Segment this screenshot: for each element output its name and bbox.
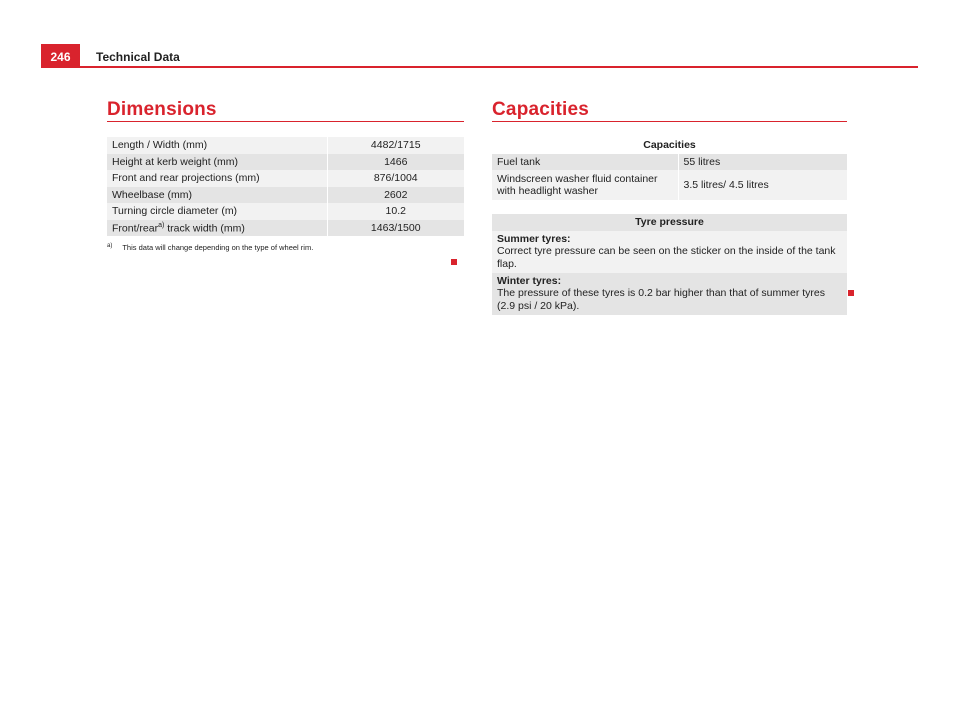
table-row	[107, 170, 464, 187]
dimension-value: 10.2	[327, 203, 464, 220]
capacity-label-line: Windscreen washer fluid container	[497, 173, 658, 185]
table-row	[107, 154, 464, 171]
end-marker	[451, 259, 457, 265]
footnote-mark: a)	[107, 243, 113, 249]
dimension-value: 876/1004	[327, 170, 464, 187]
header-rule	[41, 66, 918, 68]
table-row	[107, 203, 464, 220]
capacity-value: 55 litres	[678, 154, 847, 171]
summer-tyres-note	[492, 231, 847, 273]
winter-tyres-text: The pressure of these tyres is 0.2 bar higher than that of summer tyres (2.9 psi / 20 kPa).	[497, 287, 825, 312]
table-row	[107, 220, 464, 237]
table-row	[492, 170, 847, 200]
table-row	[492, 154, 847, 171]
summer-tyres-text: Correct tyre pressure can be seen on the sticker on the inside of the tank flap.	[497, 245, 836, 270]
end-marker	[848, 290, 854, 296]
dimensions-table	[107, 137, 464, 236]
page-header	[41, 44, 918, 68]
dimension-value: 4482/1715	[327, 137, 464, 154]
table-row	[492, 273, 847, 315]
dimension-label: Height at kerb weight (mm)	[107, 154, 327, 171]
capacity-label-line: with headlight washer	[497, 185, 598, 197]
dimension-label: Length / Width (mm)	[107, 137, 327, 154]
capacities-table	[492, 137, 847, 315]
capacities-title: Capacities	[492, 99, 590, 120]
footnote-text: This data will change depending on the type of wheel rim.	[122, 243, 314, 252]
footnote	[107, 243, 313, 252]
dimension-value: 1463/1500	[327, 220, 464, 237]
dimension-value: 2602	[327, 187, 464, 204]
capacity-label	[492, 170, 678, 200]
table-spacer	[492, 200, 847, 214]
winter-tyres-title: Winter tyres:	[497, 274, 562, 287]
dimension-label: Turning circle diameter (m)	[107, 203, 327, 220]
capacities-rule	[492, 121, 847, 122]
table-subheader-row	[492, 214, 847, 231]
summer-tyres-title: Summer tyres:	[497, 232, 571, 245]
dimension-label	[107, 220, 327, 237]
capacity-label: Fuel tank	[492, 154, 678, 171]
table-row	[107, 137, 464, 154]
dimension-label: Wheelbase (mm)	[107, 187, 327, 204]
table-row	[107, 187, 464, 204]
label-suffix: track width (mm)	[164, 222, 245, 234]
dimension-label: Front and rear projections (mm)	[107, 170, 327, 187]
label-prefix: Front/rear	[112, 222, 159, 234]
page-number: 246	[41, 44, 80, 66]
table-header-row	[492, 137, 847, 154]
dimensions-rule	[107, 121, 464, 122]
dimension-value: 1466	[327, 154, 464, 171]
footnote-ref: a)	[158, 221, 165, 229]
tyre-pressure-header: Tyre pressure	[492, 214, 847, 231]
dimensions-title: Dimensions	[107, 99, 217, 120]
winter-tyres-note	[492, 273, 847, 315]
table-row	[492, 231, 847, 273]
capacities-table-header: Capacities	[492, 137, 847, 154]
capacity-value: 3.5 litres/ 4.5 litres	[678, 170, 847, 200]
header-title: Technical Data	[96, 50, 180, 64]
